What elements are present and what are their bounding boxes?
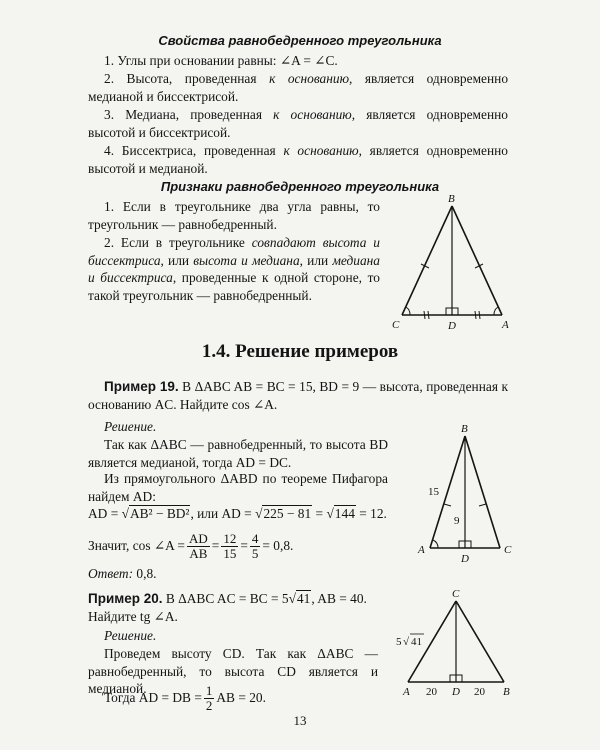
label-c: C — [504, 544, 512, 556]
property-3-text-end: , является одновременно высотой и биссектрисой. — [88, 107, 508, 140]
property-4 — [88, 142, 508, 177]
example-19-answer — [88, 565, 157, 583]
figure-triangle-example-20 — [390, 585, 520, 700]
example-20-text-2: , AB = 40. — [311, 591, 367, 606]
sign-2-emph-2: высота и медиана — [193, 252, 300, 268]
property-4-text: 4. Биссектриса, проведенная — [104, 143, 284, 158]
formula-result: = 12. — [355, 506, 387, 521]
label-d: D — [448, 320, 456, 332]
label-height-9: 9 — [454, 515, 460, 527]
formula-radicand-1: AB² − BD² — [129, 506, 190, 521]
step-2-suffix: AB = 20. — [216, 690, 266, 706]
label-c: C — [392, 319, 400, 331]
example-20-question: Найдите tg ∠A. — [88, 609, 178, 624]
signs-heading: Признаки равнобедренного треугольника — [160, 179, 440, 194]
label-side-15: 15 — [428, 486, 439, 498]
property-3 — [88, 106, 508, 141]
step-2-prefix: Тогда AD = DB = — [104, 690, 202, 706]
label-d: D — [461, 553, 469, 565]
label-side-coef: 5 — [396, 636, 402, 648]
label-c: C — [452, 588, 460, 600]
sign-2-text: 2. Если в треугольнике — [104, 235, 252, 250]
example-19-label: Пример 19. — [104, 379, 179, 394]
example-20-statement: Пример 20. В ΔABC AC = BC = 5√41, AB = 40. — [88, 591, 367, 606]
cos-prefix: Значит, cos ∠A = — [88, 538, 185, 554]
fraction-12-15: $\frac{12}{15}$ — [223, 530, 237, 561]
example-20-step-2 — [88, 680, 266, 716]
angle-a-arc — [433, 540, 438, 548]
label-d: D — [452, 686, 460, 698]
example-20-step-1: Проведем высоту CD. Так как ΔABC — равнобедренный, то высота CD является и медианой. — [88, 646, 378, 697]
properties-heading: Свойства равнобедренного треугольника — [158, 33, 442, 48]
sign-1: 1. Если в треугольнике два угла равны, то треугольник — равнобедренный. — [88, 199, 380, 232]
page-number: 13 — [293, 713, 307, 728]
property-2-text: 2. Высота, проведенная — [104, 71, 270, 86]
fraction-one-half: $\frac{1}{2}$ — [205, 682, 213, 713]
fraction-ad-ab: $\frac{AD}{AB}$ — [188, 530, 208, 561]
example-20-text: В ΔABC AC = BC = 5 — [162, 591, 289, 606]
side-bc — [402, 206, 452, 315]
tick-ab — [444, 504, 451, 506]
figure-triangle-example-19 — [410, 420, 520, 565]
property-1: 1. Углы при основании равны: ∠A = ∠C. — [104, 53, 338, 68]
property-4-text-end: , является одновременно высотой и медианой. — [88, 143, 508, 176]
section-title: 1.4. Решение примеров — [201, 341, 399, 362]
label-db-20: 20 — [474, 686, 485, 698]
figure-isosceles-triangle-1 — [390, 190, 520, 335]
example-19-statement — [88, 378, 508, 413]
property-3-emph: к основанию — [273, 107, 352, 122]
example-19-solution-label: Решение. — [104, 419, 157, 434]
answer-value: 0,8. — [133, 566, 157, 581]
example-19-cos: Значит, cos ∠A = $\frac{AD}{AB}$ = $\frac{12}{15}$ = $\frac{4}{5}$ = 0,8. — [88, 530, 294, 561]
property-2-emph: к основанию — [269, 71, 350, 86]
angle-a-arc — [494, 307, 498, 315]
sign-2-emph-1: совпадают высота и биссектриса — [88, 235, 380, 268]
property-4-emph: к основанию — [283, 143, 359, 158]
formula-radicand-2: 225 − 81 — [263, 506, 312, 521]
label-ad-20: 20 — [426, 686, 437, 698]
example-19-formula: AD = √AB² − BD², или AD = √225 − 81 = √144 = 12. — [88, 506, 387, 521]
example-20-radicand: 41 — [296, 591, 311, 606]
angle-c-arc — [406, 307, 410, 315]
formula-lhs: AD = — [88, 506, 122, 521]
side-bc — [456, 601, 504, 682]
tick-cd-1 — [424, 311, 425, 319]
example-20-label: Пример 20. — [88, 591, 163, 606]
formula-radicand-3: 144 — [334, 506, 355, 521]
label-side-radicand: 41 — [411, 636, 422, 648]
label-a: A — [418, 544, 425, 556]
label-side-root: √ — [403, 636, 410, 648]
example-19-text: В ΔABC AB = BC = 15, BD = 9 — высота, проведенная к основанию AC. Найдите cos ∠A. — [88, 379, 508, 412]
sign-2 — [88, 234, 380, 304]
tick-cd-2 — [428, 311, 429, 319]
label-b: B — [503, 686, 510, 698]
cos-result: = 0,8. — [262, 538, 294, 554]
sign-2-emph-3: медиана и биссектриса — [88, 252, 381, 286]
tick-da-1 — [475, 311, 476, 319]
label-b: B — [448, 193, 455, 205]
side-ba — [452, 206, 502, 315]
example-20-solution-label: Решение. — [104, 628, 157, 643]
sign-2-text-2: , или — [160, 252, 194, 268]
fraction-4-5: $\frac{4}{5}$ — [251, 530, 259, 561]
side-bc — [465, 436, 500, 548]
tick-bc — [479, 504, 486, 506]
property-2-text-end: , является одновременно медианой и биссектрисой. — [88, 71, 509, 104]
label-a: A — [403, 686, 410, 698]
tick-da-2 — [479, 311, 480, 319]
sign-2-text-3: , или — [299, 252, 333, 268]
formula-eq: = — [312, 506, 327, 521]
formula-mid: , или AD = — [190, 506, 256, 521]
answer-label: Ответ: — [88, 566, 134, 581]
property-3-text: 3. Медиана, проведенная — [104, 107, 274, 122]
label-b: B — [461, 423, 468, 435]
example-19-step-2: Из прямоугольного ΔABD по теореме Пифагора найдем AD: — [88, 471, 388, 504]
property-2 — [88, 70, 508, 105]
example-19-step-1: Так как ΔABC — равнобедренный, то высота BD является медианой, тогда AD = DC. — [88, 437, 388, 470]
label-a: A — [502, 319, 509, 331]
sign-2-text-end: , проведенные к одной стороне, то такой треугольник — равнобедренный. — [88, 270, 380, 303]
